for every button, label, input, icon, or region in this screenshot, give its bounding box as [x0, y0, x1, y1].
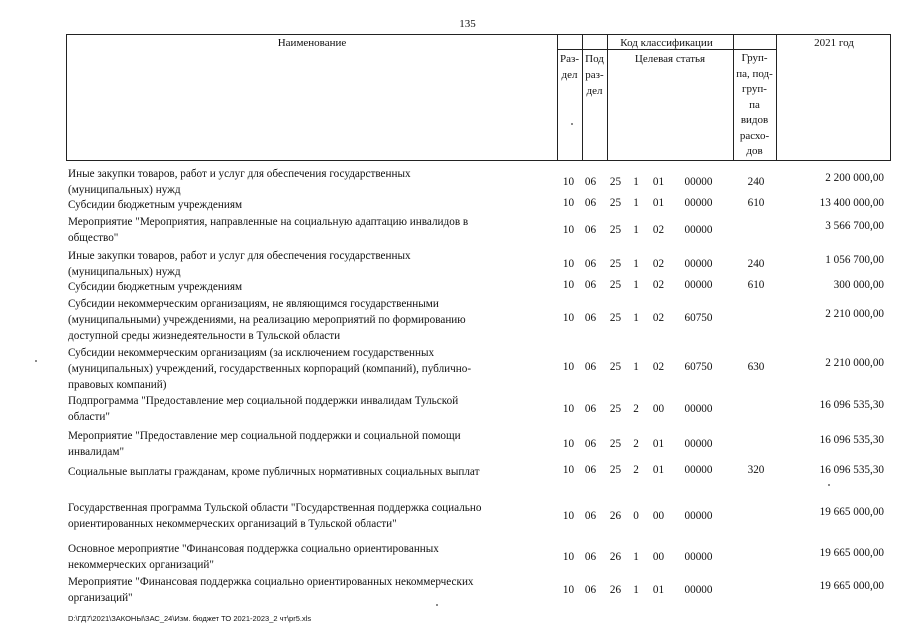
row-name: [68, 393, 558, 425]
code-t3: 00: [652, 403, 665, 415]
code-t4: 00000: [684, 224, 713, 236]
code-r: 10: [562, 258, 575, 270]
code-t1: 26: [609, 584, 622, 596]
row-name-line: Субсидии некоммерческим организациям (за исключением государственных: [68, 347, 435, 359]
row-name: [68, 296, 558, 344]
row-name-line: Иные закупки товаров, работ и услуг для обеспечения государственных: [68, 168, 411, 180]
row-name-line: Мероприятие "Финансовая поддержка социально ориентированных некоммерческих: [68, 576, 474, 588]
code-t4: 60750: [684, 361, 713, 373]
code-r: 10: [562, 176, 575, 188]
code-g: 240: [747, 176, 765, 188]
row-amount: 19 665 000,00: [819, 547, 884, 559]
row-name-line: Мероприятие "Предоставление мер социальной поддержки и социальной помощи: [68, 430, 461, 442]
code-t4: 00000: [684, 510, 713, 522]
code-t4: 00000: [684, 197, 713, 209]
code-t1: 25: [609, 279, 622, 291]
row-name-line: Государственная программа Тульской области "Государственная поддержка социально: [68, 502, 482, 514]
row-name: [68, 166, 558, 198]
code-t1: 25: [609, 258, 622, 270]
header-classification: Код классификации: [620, 37, 713, 49]
row-amount: 2 210 000,00: [825, 357, 884, 369]
code-t2: 1: [633, 361, 639, 373]
row-name: [68, 248, 558, 280]
code-t2: 2: [633, 438, 639, 450]
row-amount: 3 566 700,00: [825, 220, 884, 232]
row-amount: 16 096 535,30: [819, 434, 884, 446]
row-amount: 19 665 000,00: [819, 506, 884, 518]
row-name: [68, 428, 558, 460]
row-name-line: некоммерческих организаций": [68, 559, 214, 571]
row-name-line: (муниципальных) нужд: [68, 184, 181, 196]
row-name-line: (муниципальными) учреждениями, на реализацию мероприятий по формированию: [68, 314, 466, 326]
code-r: 10: [562, 551, 575, 563]
code-t3: 02: [652, 258, 665, 270]
row-amount: 1 056 700,00: [825, 254, 884, 266]
row-name: [68, 541, 558, 573]
code-t2: 1: [633, 258, 639, 270]
code-p: 06: [584, 551, 597, 563]
code-r: 10: [562, 510, 575, 522]
code-t4: 00000: [684, 464, 713, 476]
code-r: 10: [562, 279, 575, 291]
code-t2: 1: [633, 279, 639, 291]
code-t4: 60750: [684, 312, 713, 324]
code-t1: 25: [609, 312, 622, 324]
code-p: 06: [584, 361, 597, 373]
code-r: 10: [562, 464, 575, 476]
code-t1: 25: [609, 438, 622, 450]
code-r: 10: [562, 312, 575, 324]
code-g: 630: [747, 361, 765, 373]
row-name-line: Подпрограмма "Предоставление мер социальной поддержки инвалидам Тульской: [68, 395, 459, 407]
code-g: 320: [747, 464, 765, 476]
code-t3: 01: [652, 584, 665, 596]
code-g: 610: [747, 197, 765, 209]
row-name-line: Субсидии бюджетным учреждениям: [68, 281, 243, 293]
code-t2: 1: [633, 312, 639, 324]
code-t1: 25: [609, 224, 622, 236]
code-t2: 1: [633, 551, 639, 563]
row-amount: 2 210 000,00: [825, 308, 884, 320]
row-name-line: Социальные выплаты гражданам, кроме публичных нормативных социальных выплат: [68, 466, 480, 478]
header-razdel: Раз- дел: [559, 53, 579, 81]
code-p: 06: [584, 510, 597, 522]
row-amount: 16 096 535,30: [819, 399, 884, 411]
row-amount: 16 096 535,30: [819, 464, 884, 476]
code-t2: 1: [633, 176, 639, 188]
code-t1: 25: [609, 197, 622, 209]
row-amount: 2 200 000,00: [825, 172, 884, 184]
table-header: [66, 34, 891, 161]
page-number: 135: [459, 18, 476, 30]
code-t3: 02: [652, 224, 665, 236]
row-name-line: ориентированных некоммерческих организаций в Тульской области": [68, 518, 397, 530]
row-name-line: Иные закупки товаров, работ и услуг для обеспечения государственных: [68, 250, 411, 262]
code-t1: 26: [609, 551, 622, 563]
code-g: 610: [747, 279, 765, 291]
code-r: 10: [562, 224, 575, 236]
row-name: [68, 214, 558, 246]
row-name-line: Основное мероприятие "Финансовая поддержка социально ориентированных: [68, 543, 439, 555]
code-p: 06: [584, 224, 597, 236]
code-t1: 25: [609, 403, 622, 415]
row-name-line: общество": [68, 232, 119, 244]
row-name: [68, 197, 558, 213]
row-name: [68, 574, 558, 606]
row-name: [68, 345, 558, 393]
code-p: 06: [584, 197, 597, 209]
row-name: [68, 279, 558, 295]
row-name: [68, 464, 558, 480]
row-amount: 13 400 000,00: [819, 197, 884, 209]
header-target-article: Целевая статья: [634, 53, 706, 65]
code-t3: 01: [652, 438, 665, 450]
row-name-line: Субсидии некоммерческим организациям, не являющимся государственными: [68, 298, 439, 310]
code-p: 06: [584, 584, 597, 596]
row-name-line: области": [68, 411, 110, 423]
row-amount: 300 000,00: [833, 279, 884, 291]
code-p: 06: [584, 258, 597, 270]
header-group: Груп- па, под- груп- па видов расхо- дов: [736, 52, 773, 157]
code-t3: 02: [652, 312, 665, 324]
code-t3: 00: [652, 551, 665, 563]
row-name-line: организаций": [68, 592, 133, 604]
code-r: 10: [562, 584, 575, 596]
code-r: 10: [562, 403, 575, 415]
code-t3: 02: [652, 361, 665, 373]
code-t4: 00000: [684, 403, 713, 415]
code-t2: 2: [633, 464, 639, 476]
code-t3: 02: [652, 279, 665, 291]
row-name-line: Мероприятие "Мероприятия, направленные на социальную адаптацию инвалидов в: [68, 216, 469, 228]
code-t3: 01: [652, 197, 665, 209]
code-t1: 25: [609, 176, 622, 188]
code-t3: 01: [652, 176, 665, 188]
row-name-line: доступной среды жизнедеятельности в Тульской области: [68, 330, 341, 342]
code-p: 06: [584, 312, 597, 324]
row-name-line: (муниципальных) учреждений, государственных корпораций (компаний), публично-: [68, 363, 472, 375]
code-r: 10: [562, 361, 575, 373]
code-t3: 01: [652, 464, 665, 476]
code-p: 06: [584, 176, 597, 188]
row-name-line: Субсидии бюджетным учреждениям: [68, 199, 243, 211]
code-t1: 26: [609, 510, 622, 522]
code-t4: 00000: [684, 438, 713, 450]
code-t2: 1: [633, 197, 639, 209]
row-name-line: правовых компаний): [68, 379, 167, 391]
code-p: 06: [584, 279, 597, 291]
header-name: Наименование: [277, 37, 347, 49]
code-t3: 00: [652, 510, 665, 522]
code-t2: 0: [633, 510, 639, 522]
code-p: 06: [584, 403, 597, 415]
row-name-line: (муниципальных) нужд: [68, 266, 181, 278]
code-t2: 1: [633, 224, 639, 236]
header-podrazdel: Под раз- дел: [585, 53, 604, 97]
code-t1: 25: [609, 361, 622, 373]
code-r: 10: [562, 197, 575, 209]
code-t2: 1: [633, 584, 639, 596]
code-t2: 2: [633, 403, 639, 415]
code-t4: 00000: [684, 258, 713, 270]
row-amount: 19 665 000,00: [819, 580, 884, 592]
code-p: 06: [584, 438, 597, 450]
header-divider: [776, 35, 777, 160]
code-g: 240: [747, 258, 765, 270]
code-t4: 00000: [684, 279, 713, 291]
code-p: 06: [584, 464, 597, 476]
file-path-footer: D:\ГД7\2021\ЗАКОНЫ\ЗАС_24\Изм. бюджет ТО 2021-2023_2 чт\pr5.xls: [68, 614, 312, 623]
header-year: 2021 год: [814, 37, 854, 49]
code-r: 10: [562, 438, 575, 450]
code-t1: 25: [609, 464, 622, 476]
row-name-line: инвалидам": [68, 446, 125, 458]
code-t4: 00000: [684, 551, 713, 563]
code-t4: 00000: [684, 584, 713, 596]
code-t4: 00000: [684, 176, 713, 188]
row-name: [68, 500, 558, 532]
